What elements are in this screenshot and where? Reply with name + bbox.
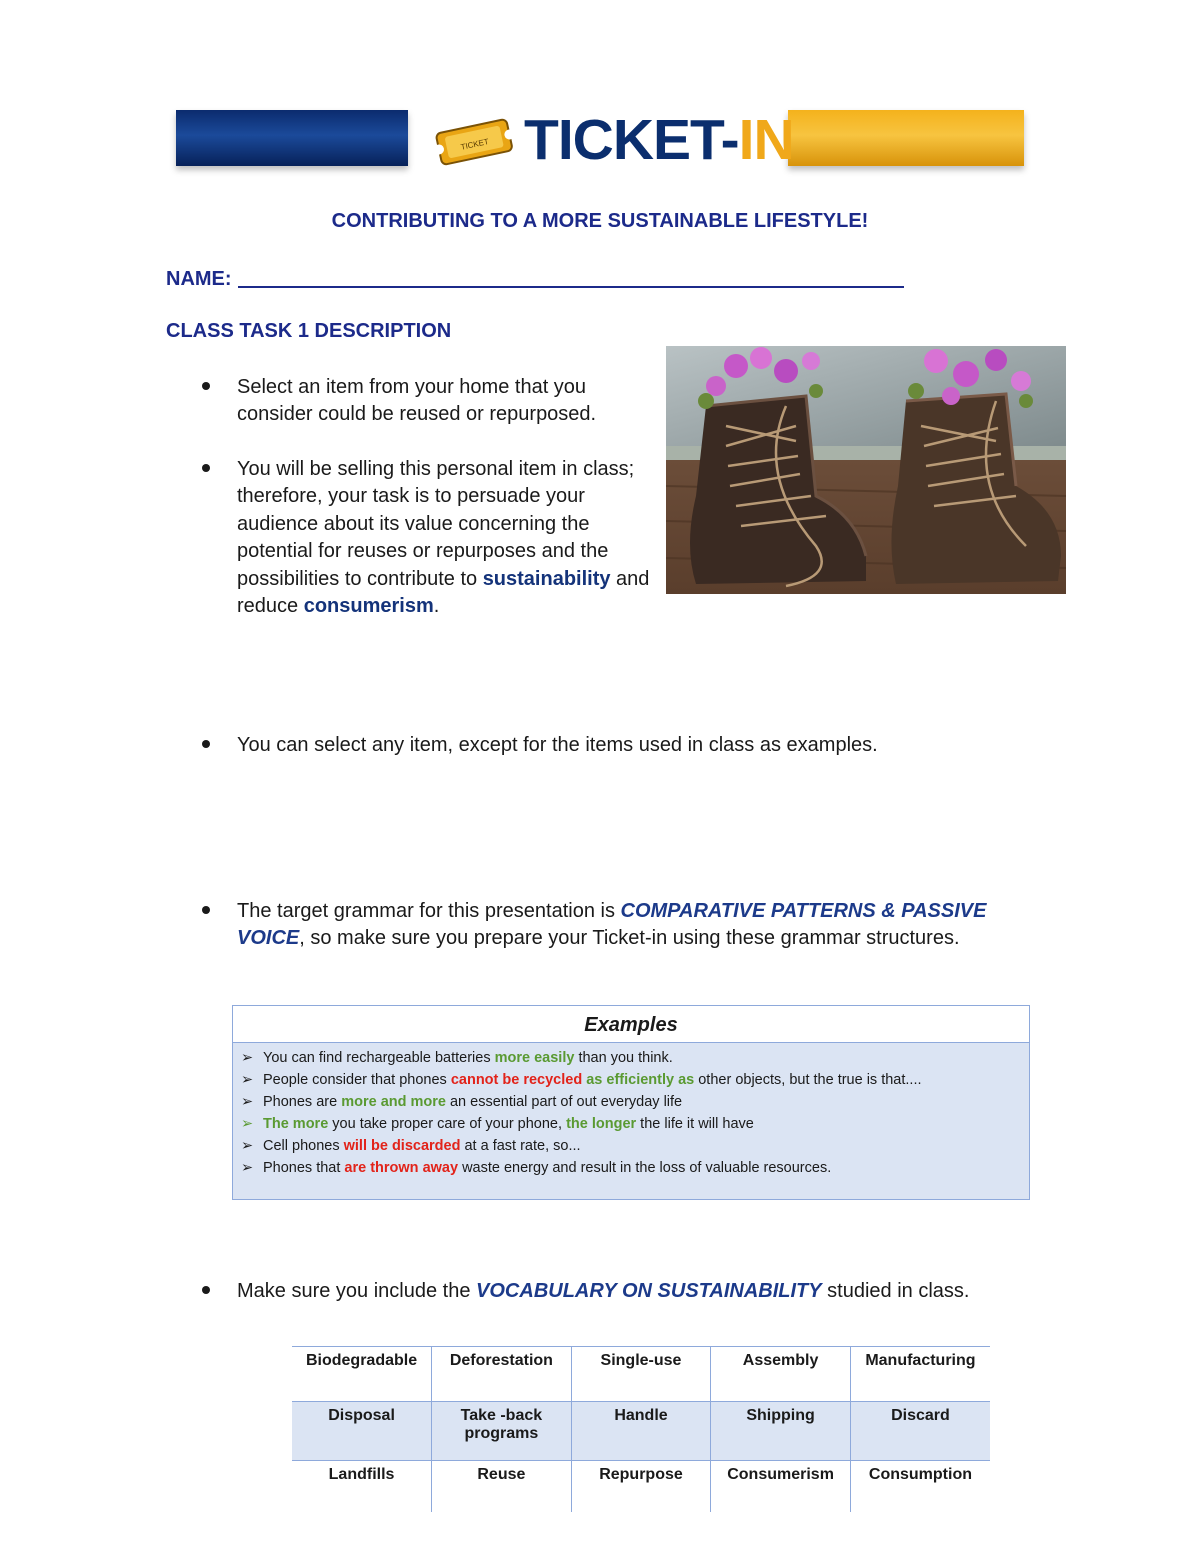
bullet-target-grammar xyxy=(237,898,1027,953)
example-item xyxy=(241,1047,1029,1069)
keyword-grammar: COMPARATIVE PATTERNS & PASSIVE VOICE xyxy=(237,900,987,950)
bullet-dot xyxy=(202,1286,210,1294)
vocab-cell: Biodegradable xyxy=(292,1347,432,1402)
example-text: People consider that phones xyxy=(263,1072,451,1088)
vocab-cell: Shipping xyxy=(711,1402,851,1461)
bullet-dot xyxy=(202,382,210,390)
arrow-bullet-icon: ➢ xyxy=(241,1160,254,1176)
vocab-cell: Handle xyxy=(571,1402,711,1461)
vocab-cell: Single-use xyxy=(571,1347,711,1402)
example-highlight-passive: are thrown away xyxy=(344,1160,459,1176)
bullet-text: , so make sure you prepare your Ticket-in using these grammar structures. xyxy=(299,927,960,950)
bullet-dot xyxy=(202,740,210,748)
example-highlight-passive: cannot be recycled xyxy=(450,1072,583,1088)
ticket-logo-icon xyxy=(432,116,516,166)
bullet-selling-item xyxy=(237,456,657,620)
banner-bar-right xyxy=(788,110,1024,166)
examples-heading: Examples xyxy=(233,1006,1029,1043)
vocab-cell: Disposal xyxy=(292,1402,432,1461)
bullet-dot xyxy=(202,464,210,472)
examples-list xyxy=(233,1047,1029,1179)
vocab-cell: Deforestation xyxy=(432,1347,572,1402)
name-field-line xyxy=(166,266,904,291)
arrow-bullet-icon: ➢ xyxy=(241,1138,254,1154)
arrow-bullet-icon: ➢ xyxy=(241,1116,254,1132)
example-text: waste energy and result in the loss of valuable resources. xyxy=(458,1160,832,1176)
name-blank-line[interactable] xyxy=(238,266,904,288)
vocab-cell: Landfills xyxy=(328,1466,395,1483)
bullet-text: and reduce xyxy=(237,567,650,618)
examples-box xyxy=(232,1005,1030,1200)
example-text: at a fast rate, so... xyxy=(460,1138,581,1154)
example-text: other objects, but the true is that.... xyxy=(694,1072,922,1088)
example-text: Phones are xyxy=(263,1094,342,1110)
bullet-text: The target grammar for this presentation is xyxy=(237,900,621,922)
table-row xyxy=(292,1402,990,1461)
arrow-bullet-icon: ➢ xyxy=(241,1094,254,1110)
table-row xyxy=(292,1461,990,1513)
logo-wordmark xyxy=(524,108,794,172)
example-item xyxy=(241,1157,1029,1179)
bullet-text: . xyxy=(433,595,440,618)
example-item xyxy=(241,1135,1029,1157)
vocab-cell: Consumption xyxy=(850,1461,990,1513)
keyword-sustainability: sustainability xyxy=(482,567,611,590)
vocab-cell: Manufacturing xyxy=(850,1347,990,1402)
example-highlight-passive: will be discarded xyxy=(343,1138,461,1154)
example-text: Cell phones xyxy=(263,1138,344,1154)
example-highlight-comparative: The more xyxy=(263,1116,329,1132)
example-highlight-comparative: more and more xyxy=(341,1094,446,1110)
keyword-consumerism: consumerism xyxy=(303,595,434,618)
ticket-logo-label: TICKET xyxy=(459,137,490,152)
example-text: than you think. xyxy=(574,1050,673,1066)
example-item xyxy=(241,1091,1029,1113)
vocab-cell: Consumerism xyxy=(711,1461,851,1513)
example-text: you take proper care of your phone, xyxy=(328,1116,567,1132)
example-highlight-comparative: the longer xyxy=(566,1116,637,1132)
name-label: NAME: xyxy=(166,268,232,290)
vocab-cell: Discard xyxy=(850,1402,990,1461)
vocab-cell: Repurpose xyxy=(571,1461,711,1513)
example-item xyxy=(241,1113,1029,1135)
example-text: You can find rechargeable batteries xyxy=(263,1050,495,1066)
vocab-cell: Assembly xyxy=(711,1347,851,1402)
example-text: an essential part of out everyday life xyxy=(445,1094,683,1110)
vocab-cell: Reuse xyxy=(432,1461,572,1513)
bullet-select-item: Select an item from your home that you consider could be reused or repurposed. xyxy=(237,376,597,426)
bullet-dot xyxy=(202,906,210,914)
logo-text-in: IN xyxy=(738,108,794,172)
example-highlight-comparative: as efficiently as xyxy=(586,1072,695,1088)
vocab-cell: Take -back programs xyxy=(432,1402,572,1461)
arrow-bullet-icon: ➢ xyxy=(241,1050,254,1066)
arrow-bullet-icon: ➢ xyxy=(241,1072,254,1088)
table-row xyxy=(292,1347,990,1402)
bullet-text: Make sure you include the xyxy=(237,1280,477,1302)
logo-text-ticket: TICKET- xyxy=(524,108,739,172)
example-text: Phones that xyxy=(263,1160,345,1176)
bullet-vocabulary xyxy=(237,1278,1047,1305)
bullet-text: You will be selling this personal item in class; therefore, your task is to persuade your audience about its value concerning the potential for reuses or repurposes and the possibilities to contribute to xyxy=(237,458,635,590)
page-title: CONTRIBUTING TO A MORE SUSTAINABLE LIFESTYLE! xyxy=(331,210,869,232)
keyword-vocabulary: VOCABULARY ON SUSTAINABILITY xyxy=(476,1280,822,1302)
section-heading: CLASS TASK 1 DESCRIPTION xyxy=(166,320,452,342)
example-highlight-comparative: more easily xyxy=(494,1050,575,1066)
bullet-any-item: You can select any item, except for the items used in class as examples. xyxy=(237,734,878,756)
example-text: the life it will have xyxy=(636,1116,754,1132)
banner-bar-left xyxy=(176,110,408,166)
vocabulary-table xyxy=(292,1346,990,1512)
bullet-text: studied in class. xyxy=(821,1280,970,1302)
boots-planter-photo xyxy=(666,346,1066,594)
example-item xyxy=(241,1069,1029,1091)
